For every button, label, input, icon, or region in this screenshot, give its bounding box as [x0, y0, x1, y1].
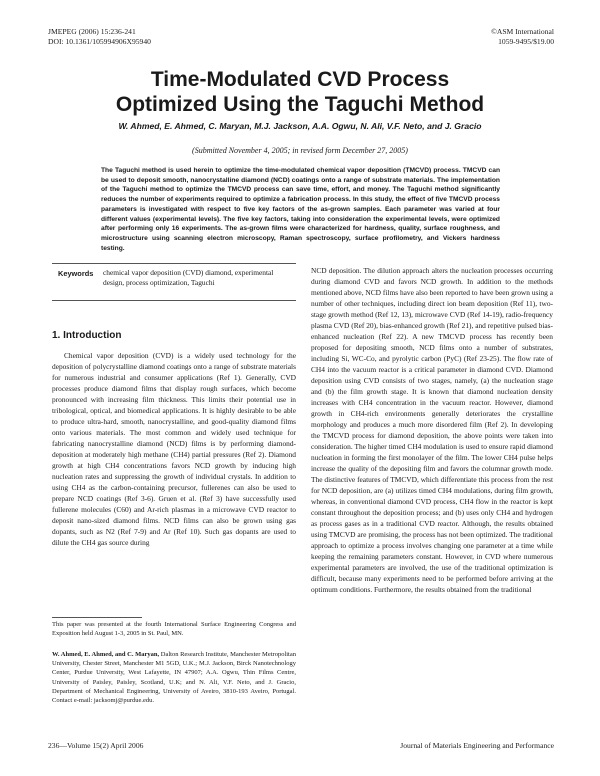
paper-title [0, 67, 600, 117]
footnote-presentation: This paper was presented at the fourth International Surface Engineering Congress and Exposition held August 1-3, 2005 in St. Paul, MN. [52, 621, 296, 638]
left-column [52, 350, 296, 548]
submission-dates: (Submitted November 4, 2005; in revised form December 27, 2005) [192, 146, 408, 155]
keywords-text: chemical vapor deposition (CVD) diamond, experimental design, process optimization, Taguchi [103, 268, 274, 287]
footnote-divider [52, 617, 142, 618]
footnote-affiliation-text: Dalton Research Institute, Manchester Metropolitan University, Chester Street, Manchester M1 5GD, U.K.; M.J. Jackson, Birck Nanotechnology Center, Purdue University, West Lafayette, IN 47907; A.A. Ogwu, Thin Films Centre, University of Paisley, Paisley, Scotland, U.K; and N. Ali, V.F. Neto, and J. Gracio, Department of Mechanical Engineering, University of Aveiro, 3810-193 Aveiro, Portugal. Contact e-mail: jacksomj@purdue.edu. [52, 651, 296, 705]
header-left [48, 27, 151, 46]
doi-line: DOI: 10.1361/105994906X95940 [48, 36, 151, 46]
abstract: The Taguchi method is used herein to optimize the time-modulated chemical vapor deposition (TMCVD) process. TMCVD can be used to deposit smooth, nanocrystalline diamond (NCD) coatings onto a range of substrate materials. The implementation of the Taguchi method to optimize the TMCVD process can save time, effort, and money. The Taguchi method significantly reduces the number of experiments required to optimize a fabrication process. In this study, the effect of five TMCVD process parameters is investigated with respect to five key factors of the as-grown samples. Each parameter was varied at four different values (experimental levels). The five key factors, taking into consideration the experimental levels, were optimized after performing only 16 experiments. The as-grown films were characterized for hardness, quality, surface roughness, and microstructure using scanning electron microscopy, Raman spectroscopy, surface profilometry, and Vickers hardness testing. [101, 167, 500, 252]
page-footer-left: 236—Volume 15(2) April 2006 [48, 741, 144, 750]
right-column [311, 265, 553, 595]
page-footer-right: Journal of Materials Engineering and Performance [400, 741, 554, 750]
footnote-affiliations [52, 650, 296, 705]
journal-line: JMEPEG (2006) 15:236-241 [48, 27, 136, 36]
issn-line: 1059-9495/$19.00 [498, 36, 554, 46]
header-right [491, 27, 554, 46]
keywords-box [52, 263, 296, 301]
section-heading: 1. Introduction [52, 330, 122, 341]
keywords-label: Keywords [58, 269, 94, 278]
copyright-line: ©ASM International [491, 27, 554, 36]
title-line-2: Optimized Using the Taguchi Method [115, 93, 485, 116]
intro-paragraph-1: Chemical vapor deposition (CVD) is a widely used technology for the deposition of polycrystalline diamond coatings onto a range of substrate materials for numerous industrial and consumer applications (Ref 1). Generally, CVD processes produce diamond films that display rough surfaces, which become pronounced with increasing film thickness. This limits their potential use in tribological, optical, and biomedical applications. It is highly desirable to be able to produce ultra-hard, smooth, nanocrystalline, and good-quality diamond films onto various materials. The most common and widely used technique for fabricating nanocrystalline diamond (NCD) films is by performing diamond-deposition at moderately high methane (CH4) partial pressures (Ref 2). Diamond growth at high CH4 concentrations favors NCD growth by inducing high nucleation rates and suppressing the growth of individual crystals. In addition to using CH4 as the carbon-containing precursor, fullerenes can also be used to prepare NCD coatings (Ref 3-6). Gruen et al. (Ref 3) have successfully used fullerene molecules (C60) and Ar-rich plasmas in a microwave CVD reactor to deposit nano-sized diamond films. NCD films can also be grown using gas dopants, such as N2 (Ref 7-9) and Ar (Ref 10). Such gas dopants are used to dilute the CH4 gas source during [52, 351, 296, 547]
intro-paragraph-2: NCD deposition. The dilution approach alters the nucleation processes occurring during diamond CVD and favors NCD growth. In addition to the methods mentioned above, NCD films have also been reported to have been grown using a number of other techniques, including direct ion beam deposition (Ref 11), two-stage growth method (Ref 12, 13), microwave CVD (Ref 14-19), radio-frequency plasma CVD (Ref 20), bias-enhanced growth (Ref 21), and repetitive pulsed bias-enhanced nucleation (Ref 22). A new TMCVD process has recently been proposed for depositing smooth, NCD films onto a number of substrates, including Si, WC-Co, and pyrolytic carbon (PyC) (Ref 23-25). The flow rate of CH4 into the vacuum reactor is a critical parameter in diamond CVD. Diamond deposition using CVD consists of two stages, namely, (a) the nucleation stage and (b) the film growth stage. It is known that diamond nucleation density increases with CH4 concentration in the vacuum reactor. However, diamond growth in CH4-rich environments generally deteriorates the crystalline morphology and produces a much more disordered film (Ref 2). In developing the TMCVD process for diamond deposition, the above points were taken into consideration. The higher timed CH4 modulation is used to ensure rapid diamond nucleation in forming the first monolayer of the film. The lower CH4 pulse helps increase the quality of the depositing film and favors the columnar growth mode. The distinctive features of TMCVD, which differentiate this process from the rest for NCD deposition, are (a) utilizes timed CH4 modulations, during film growth, whereas, in conventional diamond CVD process, CH4 flow in the reactor is kept constant throughout the deposition process; and (b) uses only CH4 and hydrogen as process gases as in a traditional CVD reactor. Although, the results obtained using TMCVD are promising, the process has not been optimized. The traditional approach to optimize a process involves changing one parameter at a time while keeping the remaining parameters constant. However, in CVD where numerous experimental parameters are involved, the use of the traditional optimization is difficult, because many experiments need to be performed before arriving at the optimum conditions. Furthermore, the results obtained from the traditional [311, 266, 553, 594]
author-list: W. Ahmed, E. Ahmed, C. Maryan, M.J. Jackson, A.A. Ogwu, N. Ali, V.F. Neto, and J. Gracio [118, 121, 482, 131]
title-line-1: Time-Modulated CVD Process [150, 68, 450, 91]
footnote-author-names: W. Ahmed, E. Ahmed, and C. Maryan, [52, 651, 160, 658]
